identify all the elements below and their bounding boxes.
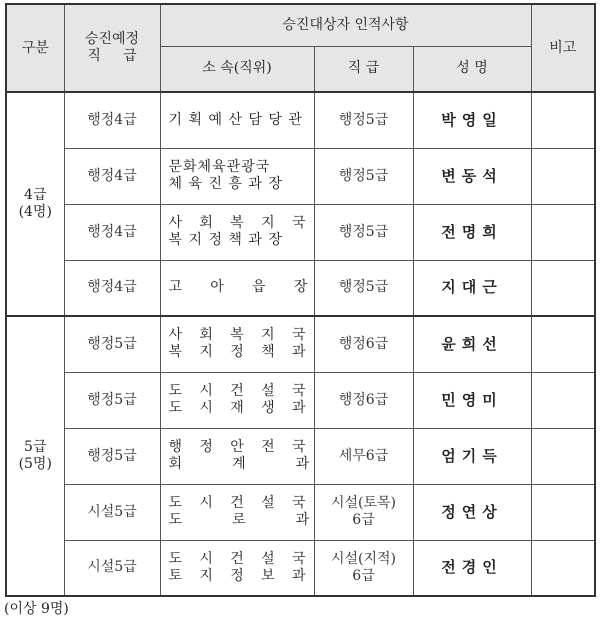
table-row [6,484,595,540]
person-name: 전명희 [413,204,531,260]
current-grade: 세무6급 [314,428,413,484]
current-grade: 행정6급 [314,372,413,428]
person-name: 민영미 [413,372,531,428]
header-category: 구분 [6,4,64,92]
dept: 고 아 읍 장 [160,260,314,316]
current-grade: 행정5급 [314,204,413,260]
table-row [6,204,595,260]
dept: 기 획 예 산 담 당 관 [160,92,314,148]
dept: 사 회 복 지 국 복 지 정 책 과 장 [160,204,314,260]
remarks-cell [531,484,595,540]
promotion-table [5,3,596,597]
promo-grade: 행정4급 [64,92,160,148]
header-promo-grade: 승진예정 직 급 [64,4,160,92]
current-grade: 행정5급 [314,148,413,204]
promo-grade: 시설5급 [64,540,160,596]
dept: 행 정 안 전 국 회 계 과 [160,428,314,484]
header-personnel: 승진대상자 인적사항 [160,4,531,46]
remarks-cell [531,540,595,596]
promo-grade: 행정4급 [64,260,160,316]
table-row [6,540,595,596]
footer-total: (이상 9명) [4,601,69,617]
table-row [6,260,595,316]
table-row [6,372,595,428]
remarks-cell [531,428,595,484]
header-current-grade: 직 급 [314,46,413,92]
dept: 도 시 건 설 국 도 시 재 생 과 [160,372,314,428]
table-row [6,316,595,372]
current-grade: 행정5급 [314,92,413,148]
current-grade: 행정5급 [314,260,413,316]
current-grade: 행정6급 [314,316,413,372]
header-name: 성 명 [413,46,531,92]
table-row [6,148,595,204]
person-name: 정연상 [413,484,531,540]
promo-grade: 시설5급 [64,484,160,540]
table-row [6,92,595,148]
person-name: 박영일 [413,92,531,148]
group-label: 5급 (5명) [6,316,64,596]
remarks-cell [531,92,595,148]
person-name: 변동석 [413,148,531,204]
current-grade: 시설(토목) 6급 [314,484,413,540]
header-remarks: 비고 [531,4,595,92]
remarks-cell [531,260,595,316]
promo-grade: 행정4급 [64,148,160,204]
person-name: 지대근 [413,260,531,316]
person-name: 윤희선 [413,316,531,372]
dept: 도 시 건 설 국 도 로 과 [160,484,314,540]
promo-grade: 행정5급 [64,428,160,484]
remarks-cell [531,316,595,372]
dept: 문화체육관광국 체 육 진 흥 과 장 [160,148,314,204]
promo-grade: 행정4급 [64,204,160,260]
remarks-cell [531,372,595,428]
current-grade: 시설(지적) 6급 [314,540,413,596]
table-row [6,428,595,484]
person-name: 전경인 [413,540,531,596]
promo-grade: 행정5급 [64,316,160,372]
remarks-cell [531,204,595,260]
dept: 도 시 건 설 국 토 지 정 보 과 [160,540,314,596]
dept: 사 회 복 지 국 복 지 정 책 과 [160,316,314,372]
promo-grade: 행정5급 [64,372,160,428]
person-name: 엄기득 [413,428,531,484]
group-label: 4급 (4명) [6,92,64,316]
header-affiliation: 소 속(직위) [160,46,314,92]
remarks-cell [531,148,595,204]
